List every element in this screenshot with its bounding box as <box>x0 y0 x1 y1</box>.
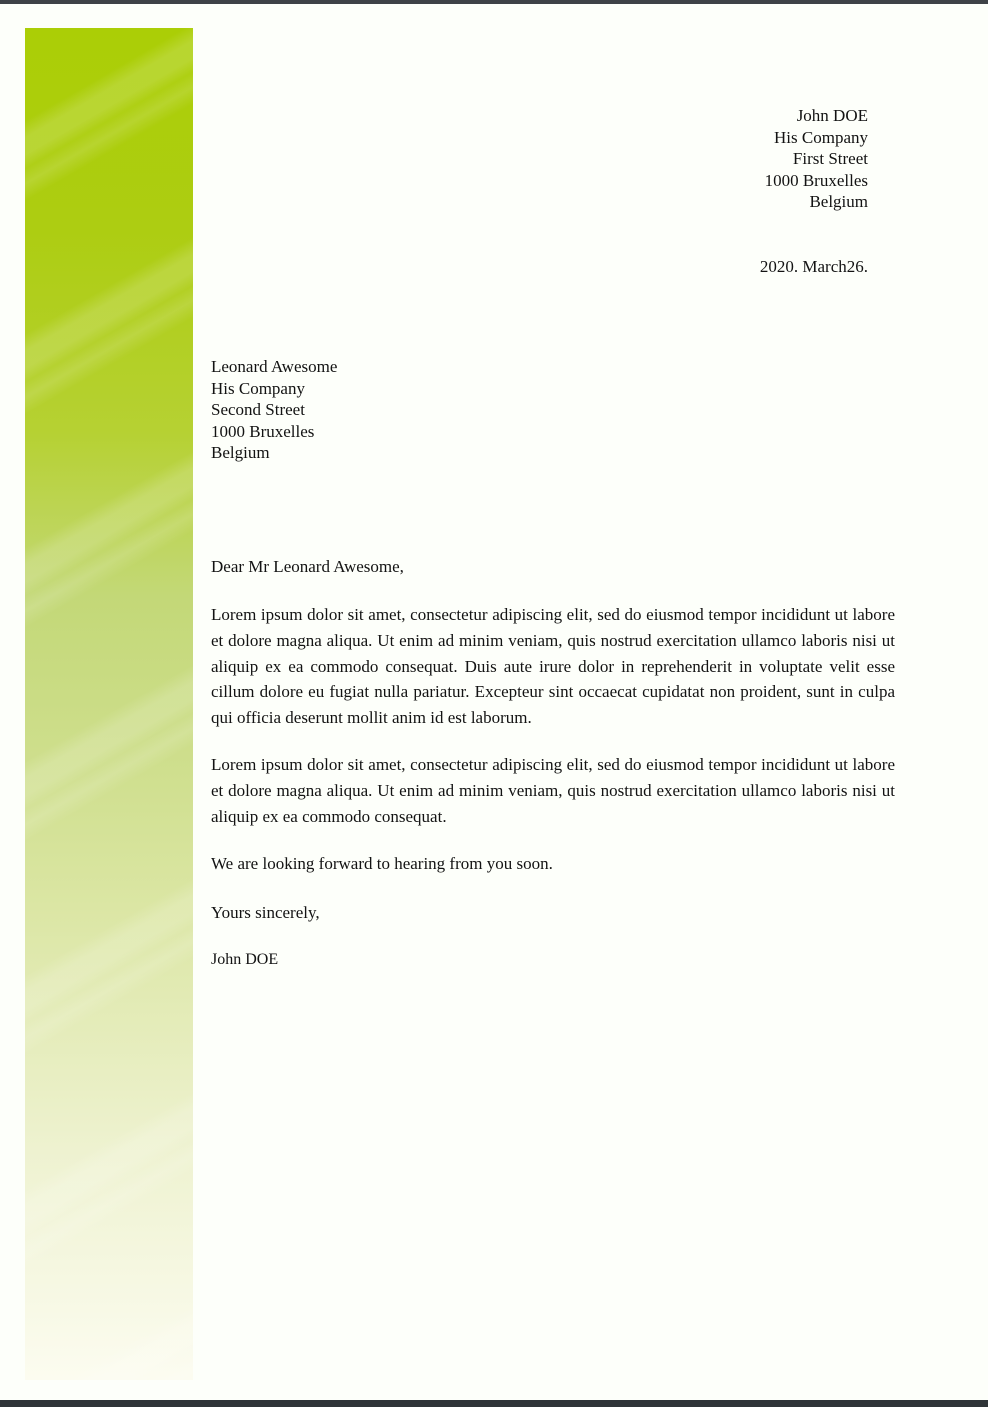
recipient-company: His Company <box>211 378 305 398</box>
body-paragraph-1: Lorem ipsum dolor sit amet, consectetur adipiscing elit, sed do eiusmod tempor incididunt ut labore et dolore magna aliqua. Ut enim ad minim veniam, quis nostrud exercitation ullamco laboris nisi ut aliquip ex ea commodo consequat. Duis aute irure dolor in reprehenderit in voluptate velit esse cillum dolore eu fugiat nulla pariatur. Excepteur sint occaecat cupidatat non proident, sunt in culpa qui officia deserunt mollit anim id est laborum. <box>211 605 895 728</box>
top-border-rule <box>0 0 988 4</box>
date-line: 2020. March26. <box>759 257 868 276</box>
sender-city: 1000 Bruxelles <box>764 170 868 190</box>
closing-line: We are looking forward to hearing from you soon. <box>211 854 553 873</box>
recipient-street: Second Street <box>211 400 305 420</box>
recipient-address-block <box>211 356 337 464</box>
green-gradient-sidebar <box>25 28 193 1380</box>
recipient-city: 1000 Bruxelles <box>211 421 315 441</box>
recipient-country: Belgium <box>211 443 270 463</box>
sender-street: First Street <box>792 149 868 169</box>
valediction: Yours sincerely, <box>211 903 320 922</box>
sender-address-block <box>765 105 868 213</box>
bottom-border-rule <box>0 1400 988 1407</box>
body-paragraph-2: Lorem ipsum dolor sit amet, consectetur adipiscing elit, sed do eiusmod tempor incididunt ut labore et dolore magna aliqua. Ut enim ad minim veniam, quis nostrud exercitation ullamco laboris nisi ut aliquip ex ea commodo consequat. <box>211 755 895 826</box>
signature-name: John DOE <box>211 951 279 968</box>
sender-company: His Company <box>774 127 868 147</box>
sender-name: John DOE <box>796 106 868 125</box>
recipient-name: Leonard Awesome <box>211 357 338 376</box>
sender-country: Belgium <box>809 192 868 212</box>
salutation: Dear Mr Leonard Awesome, <box>211 557 404 576</box>
